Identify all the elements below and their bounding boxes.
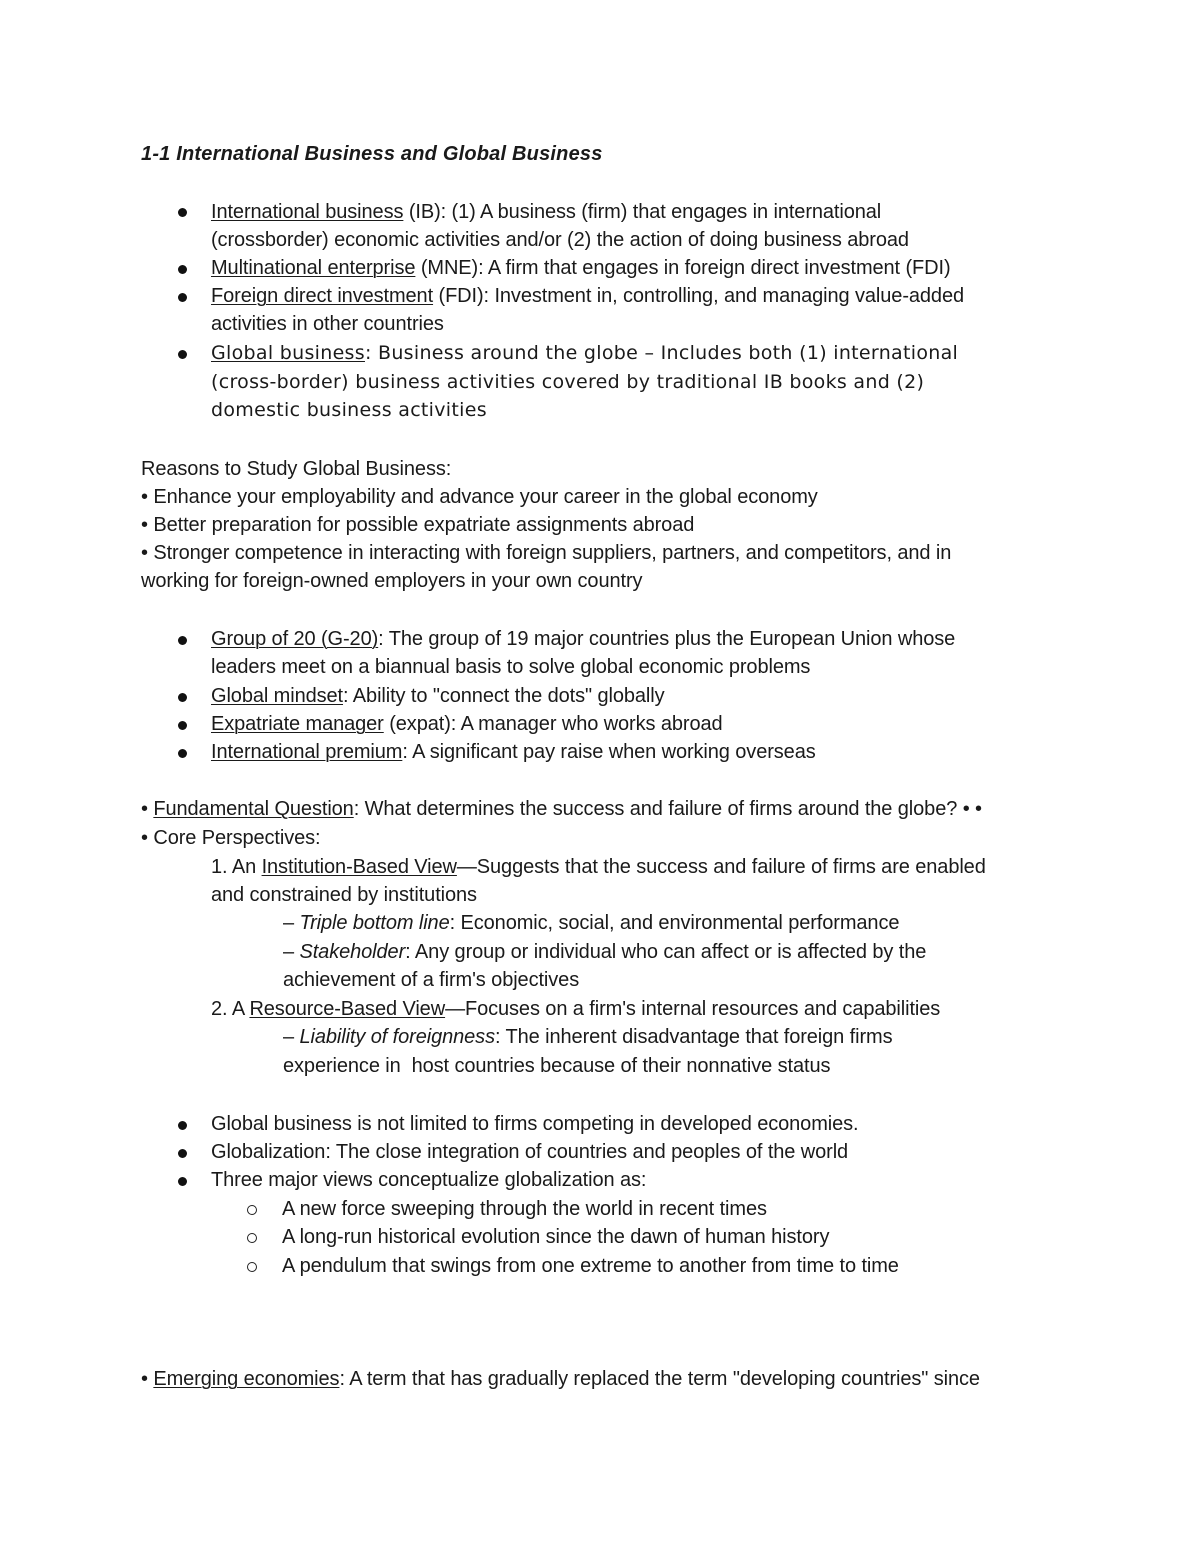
definition: : A term that has gradually replaced the term "developing countries" since [339, 1368, 980, 1390]
definition: : Business around the globe – Includes both (1) international [364, 342, 959, 364]
hollow-bullet-icon [247, 1205, 257, 1215]
def-continuation: domestic business activities [211, 399, 487, 421]
term-global-mindset [211, 682, 665, 710]
term: Global mindset [211, 685, 343, 707]
core-heading: • Core Perspectives: [141, 827, 321, 849]
definition: : What determines the success and failure of firms around the globe? • • [353, 798, 982, 820]
definition: (MNE): A firm that engages in foreign direct investment (FDI) [415, 257, 951, 279]
reason-item: • Better preparation for possible expatriate assignments abroad [141, 514, 695, 536]
term: Global business [211, 342, 365, 364]
def-continuation: (cross-border) business activities covered by traditional IB books and (2) [211, 371, 925, 393]
definition: (IB): (1) A business (firm) that engages in international [403, 201, 882, 223]
number: 1. An [211, 856, 262, 878]
def-international-business [211, 198, 881, 226]
definition: : The inherent disadvantage that foreign firms [494, 1026, 893, 1048]
def-continuation: (crossborder) economic activities and/or (2) the action of doing business abroad [211, 229, 909, 251]
term: Group of 20 (G-20) [211, 628, 379, 650]
bullet-icon [178, 293, 187, 302]
bullet-icon [178, 636, 187, 645]
term: International premium [211, 741, 403, 763]
reason-continuation: working for foreign-owned employers in your own country [141, 570, 643, 592]
definition: : The group of 19 major countries plus the European Union whose [378, 628, 956, 650]
dash: – [283, 1026, 300, 1048]
definition: : Economic, social, and environmental performance [449, 912, 900, 934]
perspective-institution [211, 853, 986, 881]
sub-liability-of-foreignness [283, 1023, 892, 1051]
sub-stakeholder [283, 938, 926, 966]
dash: – [283, 912, 300, 934]
bullet-icon [178, 1177, 187, 1186]
term-international-premium [211, 738, 816, 766]
term: Expatriate manager [211, 713, 384, 735]
def-continuation: activities in other countries [211, 313, 444, 335]
number: 2. A [211, 998, 250, 1020]
globalization-item: Global business is not limited to firms competing in developed economies. [211, 1113, 859, 1135]
sub-continuation: experience in host countries because of their nonnative status [283, 1055, 831, 1077]
bullet-icon [178, 1121, 187, 1130]
hollow-bullet-icon [247, 1262, 257, 1272]
bullet-icon [178, 1149, 187, 1158]
emerging-economies [141, 1365, 980, 1393]
section-title: 1-1 International Business and Global Business [141, 143, 603, 165]
term: Emerging economies [153, 1368, 340, 1390]
definition: (FDI): Investment in, controlling, and managing value-added [433, 285, 965, 307]
reason-item: • Enhance your employability and advance your career in the global economy [141, 486, 818, 508]
term: Foreign direct investment [211, 285, 434, 307]
bullet-icon [178, 265, 187, 274]
bullet: • [141, 798, 154, 820]
term: Multinational enterprise [211, 257, 416, 279]
reason-item: • Stronger competence in interacting with foreign suppliers, partners, and competitors, and in [141, 542, 952, 564]
term: Triple bottom line [299, 912, 450, 934]
fundamental-question [141, 795, 982, 823]
globalization-item: Three major views conceptualize globalization as: [211, 1169, 647, 1191]
term: Institution-Based View [261, 856, 457, 878]
definition: (expat): A manager who works abroad [383, 713, 723, 735]
term: Resource-Based View [249, 998, 446, 1020]
definition: : Ability to "connect the dots" globally [343, 685, 665, 707]
bullet-icon [178, 749, 187, 758]
def-foreign-direct-investment [211, 282, 964, 310]
perspective-continuation: and constrained by institutions [211, 884, 477, 906]
term-g20 [211, 625, 955, 653]
sub-continuation: achievement of a firm's objectives [283, 969, 580, 991]
def-multinational-enterprise [211, 254, 951, 282]
bullet-icon [178, 693, 187, 702]
term: Fundamental Question [153, 798, 354, 820]
perspective-resource [211, 995, 940, 1023]
view-item: A long-run historical evolution since the dawn of human history [282, 1226, 830, 1248]
definition: : Any group or individual who can affect or is affected by the [405, 941, 927, 963]
term-expatriate-manager [211, 710, 723, 738]
def-global-business [211, 339, 958, 367]
globalization-item: Globalization: The close integration of countries and peoples of the world [211, 1141, 849, 1163]
bullet-icon [178, 208, 187, 217]
definition: —Focuses on a firm's internal resources and capabilities [445, 998, 941, 1020]
term: Stakeholder [299, 941, 406, 963]
sub-triple-bottom-line [283, 909, 899, 937]
view-item: A pendulum that swings from one extreme to another from time to time [282, 1255, 899, 1277]
hollow-bullet-icon [247, 1233, 257, 1243]
reasons-heading: Reasons to Study Global Business: [141, 458, 452, 480]
bullet: • [141, 1368, 154, 1390]
term: International business [211, 201, 404, 223]
term: Liability of foreignness [299, 1026, 495, 1048]
view-item: A new force sweeping through the world in recent times [282, 1198, 767, 1220]
definition: —Suggests that the success and failure of firms are enabled [456, 856, 986, 878]
definition: : A significant pay raise when working overseas [402, 741, 816, 763]
dash: – [283, 941, 300, 963]
bullet-icon [178, 721, 187, 730]
bullet-icon [178, 350, 187, 359]
term-continuation: leaders meet on a biannual basis to solve global economic problems [211, 656, 811, 678]
